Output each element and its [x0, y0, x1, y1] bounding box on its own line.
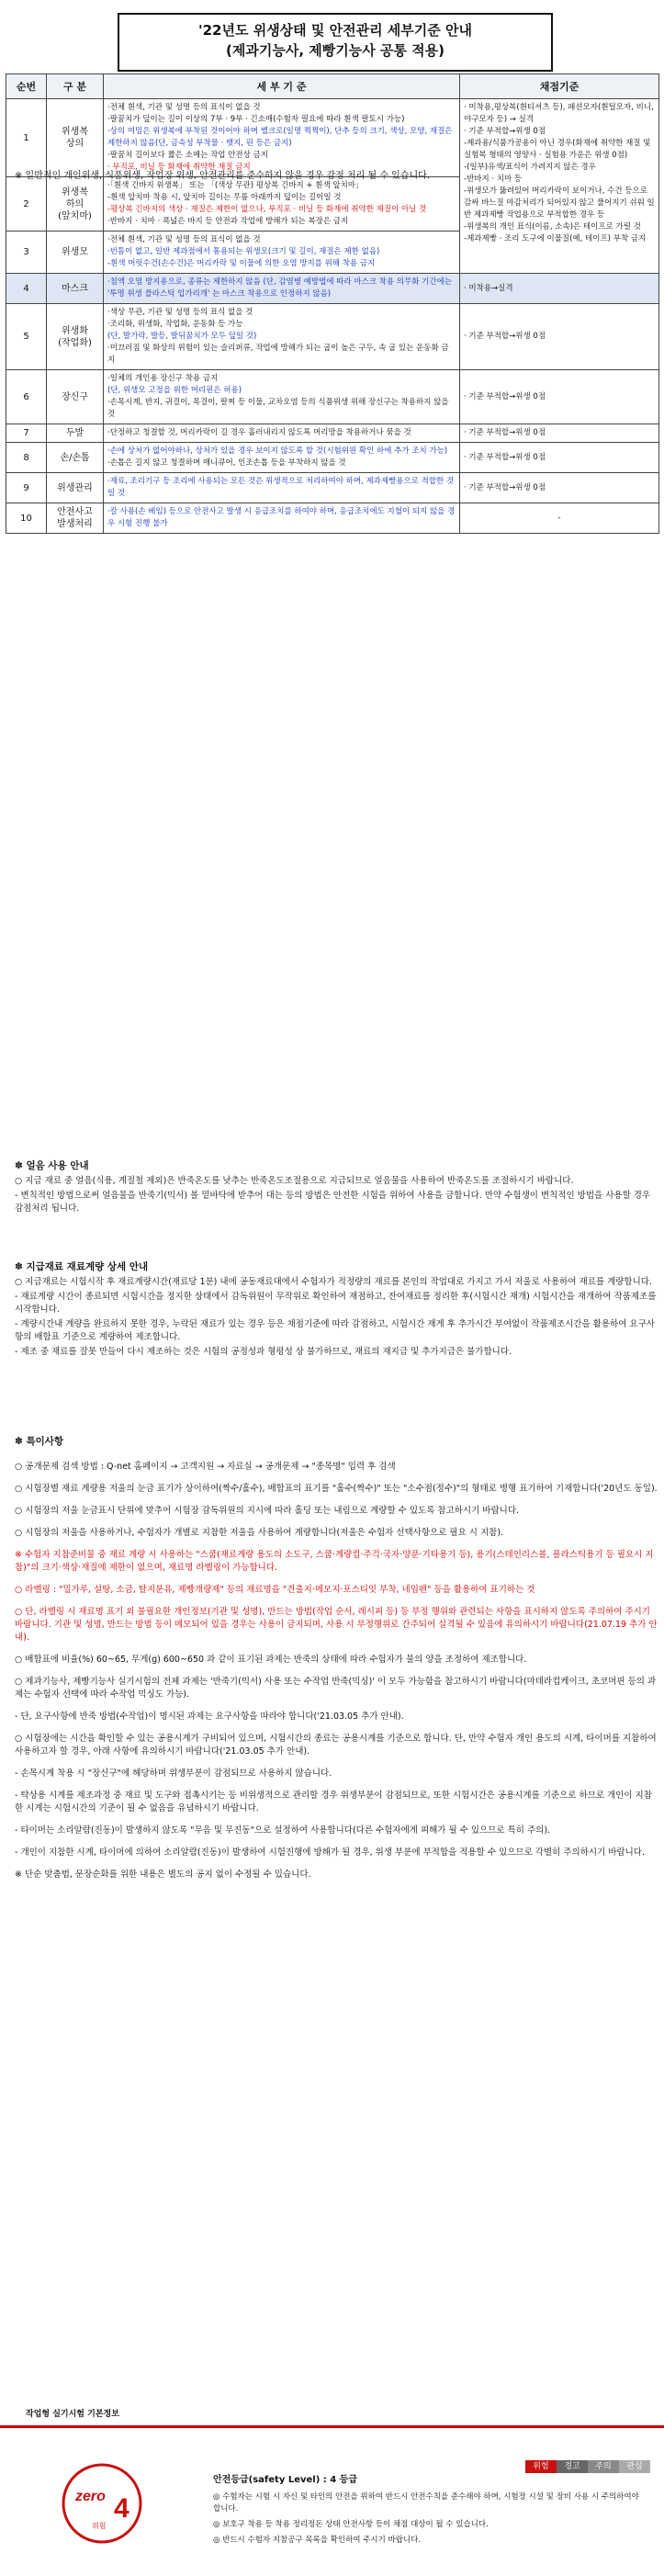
row-detail: [104, 424, 460, 443]
table-row: [6, 503, 659, 534]
detail-line: ·색상 무관, 기관 및 성명 등의 표식 없을 것: [107, 308, 253, 317]
row-number: 10: [6, 503, 47, 534]
row-number: 4: [6, 274, 47, 304]
detail-line: ·팔꿈치 길이보다 짧은 소매는 작업 안전상 금지: [107, 151, 268, 160]
special-heading-wrap: [15, 1435, 658, 1451]
row-number: 5: [6, 304, 47, 370]
detail-line: · 부직포, 비닐 등 화재에 취약한 재질 금지: [107, 163, 251, 172]
row-score: · 기준 부적합→위생 0점: [460, 473, 659, 503]
special-item: ○ 라벨링 : "밀가루, 설탕, 소금, 탈지분유, 제빵개량제" 등의 재료명을 "견출지·메모지·포스티잇 부착, 네임펜" 등을 활용하여 표기하는 것: [15, 1585, 535, 1595]
table-row: [6, 370, 659, 424]
row-category: 마스크: [47, 274, 104, 304]
special-item: - 손목시계 착용 시 "장신구"에 해당하며 위생부분이 감점되므로 사용하지 않습니다.: [15, 1768, 332, 1779]
header-detail: 세 부 기 준: [104, 74, 460, 99]
row-number: 1: [6, 99, 47, 177]
hygiene-standards-table: [6, 73, 659, 534]
row-category: 위생화 (작업화): [47, 304, 104, 370]
weighing-paragraph: - 제조 중 재료를 잘못 만들어 다시 제조하는 것은 시험의 공정성과 형평성 상 불가하므로, 재료의 재지급 및 추가지급은 불가합니다.: [15, 1347, 512, 1357]
row-detail: [104, 274, 460, 304]
footer-divider: [0, 2425, 664, 2428]
detail-line: (단, 발가락, 발등, 발뒤꿈치가 모두 덮일 것): [107, 332, 257, 341]
row-score: · 기준 부적합→위생 0점: [460, 304, 659, 370]
special-item: ○ 공개문제 검색 방법 : Q-net 홈페이지 → 고객지원 → 자료실 → 공개문제 → "종목명" 입력 후 검색: [15, 1462, 396, 1472]
detail-line: ·빈틈이 없고, 일반 제과점에서 통용되는 위생모(크기 및 길이, 재질은 제한 없음): [107, 247, 380, 256]
row-detail: [104, 177, 460, 232]
row-score: · 기준 부적합→위생 0점: [460, 424, 659, 443]
detail-line: ·일체의 개인용 장신구 착용 금지: [107, 374, 219, 383]
safety-bullet: ◎ 보호구 착용 등 착용 정리정돈 상태 안전사항 등이 채점 대상이 될 수 있습니다.: [213, 2520, 489, 2529]
header-num: 순번: [6, 74, 47, 99]
table-row: [6, 473, 659, 503]
ice-heading: ✽ 얼음 사용 안내: [15, 1160, 89, 1171]
row-score: · 미착용,평상복(흰티셔츠 등), 패션모자(흰털모자, 비니, 야구모자 등) → 실격 · 기준 부적합→위생 0점 -제과용/식품가공용이 아닌 경우(화재에 취약한 재질 및 실험복 형태의 영양사 · 실험용 가운은 위생 0점) -(일부)유색/표식이 가려지지 않은 경우 -반바지 · 치마 등 -위생모가 뚫려있어 머리카락이 보이거나, 수건 등으로 감싸 바느질 마감처리가 되어있지 않고 풀어지기 쉬워 일반 제과제빵 작업용으로 부적합한 경우 등 -위생복의 개인 표식(이름, 소속)은 테이프로 가릴 것 -제과제빵 · 조리 도구에 이물질(예, 테이프) 부착 금지: [460, 99, 659, 274]
row-number: 6: [6, 370, 47, 424]
detail-line: ·「흰색 긴바지 위생복」 또는 「(색상 무관) 평상복 긴바지 + 흰색 앞치마」: [107, 181, 364, 190]
page-subtitle: (제과기능사, 제빵기능사 공통 적용): [226, 42, 445, 59]
row-category: 위생관리: [47, 473, 104, 503]
safety-bullet: ◎ 반드시 수험자 지참공구 목록을 확인하여 주시기 바랍니다.: [213, 2536, 422, 2545]
level-caution: 주의: [588, 2460, 619, 2473]
special-item: ○ 배합표에 비율(%) 60~65, 무게(g) 600~650 과 같이 표기된 과제는 반죽의 상태에 따라 수험자가 물의 양을 조정하여 제조합니다.: [15, 1655, 527, 1665]
row-detail: [104, 232, 460, 274]
row-detail: [104, 473, 460, 503]
ice-paragraph: ○ 지급 재료 중 얼음(식용, 계절철 제외)은 반죽온도를 낮추는 반죽온도조절용으로 지급되므로 얼음물을 사용하여 반죽온도를 조절하시기 바랍니다.: [15, 1176, 574, 1186]
detail-line: ·칼 사용(손 베임) 등으로 안전사고 발생 시 응급조치를 하여야 하며, 응급조치에도 지혈이 되지 않을 경우 시험 진행 불가: [107, 507, 456, 528]
detail-line: -흰색 머릿수건(손수건)은 머리카락 및 이물에 의한 오염 방지를 위해 착용 금지: [107, 259, 376, 268]
level-interest: 관심: [619, 2460, 650, 2473]
safety-level: 안전등급(safety Level) : 4 등급: [213, 2475, 357, 2485]
svg-text:4: 4: [114, 2493, 129, 2524]
weighing-paragraph: - 계량시간내 계량을 완료하지 못한 경우, 누락된 재료가 있는 경우 등은 채점기준에 따라 감점하고, 시험시간 재게 후 추가시간 부여없이 작품제조시간을 활용하여 요구사항의 배합표 기준으로 계량하여 제조합니다.: [15, 1319, 655, 1342]
row-score: · 기준 부적합→위생 0점: [460, 370, 659, 424]
detail-line: ·재료, 조리기구 등 조리에 사용되는 모든 것은 위생적으로 처리하여야 하며, 제과제빵용으로 적합한 것일 것: [107, 477, 455, 498]
weighing-paragraph: - 재료계량 시간이 종료되면 시험시간을 정지한 상태에서 감독위원이 무작위로 확인하여 재점하고, 잔여재료를 정리한 후(시험시간 재개) 시험시간을 재개하여 작품제조를 시작합니다.: [15, 1292, 657, 1315]
footer-label: 작업형 실기시험 기본정보: [26, 2410, 119, 2419]
general-note: ※ 일반적인 개인위생, 식품위생, 작업장 위생, 안전관리를 준수하지 않을 경우 감점 처리 될 수 있습니다.: [15, 171, 430, 181]
svg-text:zero: zero: [75, 2489, 106, 2504]
table-row: [6, 304, 659, 370]
row-detail: [104, 503, 460, 534]
svg-text:위험: 위험: [92, 2522, 107, 2530]
detail-line: ·팔꿈치가 덮이는 길이 이상의 7부 · 9부 · 긴소매(수험자 필요에 따라 흰색 팔토시 가능): [107, 115, 405, 124]
level-warning: 경고: [557, 2460, 588, 2473]
special-item: - 단, 요구사항에 반죽 방법(수작업)이 명시된 과제는 요구사항을 따라야 합니다('21.03.05 추가 안내).: [15, 1712, 404, 1722]
special-item: ○ 시험장별 재료 계량용 저울의 눈금 표기가 상이하여(짝수/홀수), 배합표의 표기를 "홀수(짝수)" 또는 "소수점(정수)"의 형태로 병행 표기하여 기재합니다('20년도 동일).: [15, 1484, 658, 1494]
row-category: 손/손톱: [47, 443, 104, 473]
row-number: 2: [6, 177, 47, 232]
row-category: 위생복 상의: [47, 99, 104, 177]
row-detail: [104, 304, 460, 370]
zero4-logo: [61, 2462, 143, 2545]
row-category: 두발: [47, 424, 104, 443]
special-item: - 타이머는 소리알람(진동)이 발생하지 않도록 "무음 및 무진동"으로 설정하여 사용합니다(다른 수험자에게 피해가 될 수 있으므로 특히 주의).: [15, 1825, 551, 1836]
special-item: ○ 시험장의 저울 눈금표시 단위에 맞추어 시험장 감독위원의 지시에 따라 홀딩 또는 내림으로 계량할 수 있도록 참고하시기 바랍니다.: [15, 1506, 520, 1516]
table-row: [6, 424, 659, 443]
table-row: [6, 99, 659, 177]
special-item: ○ 단, 라벨링 시 재료명 표기 외 불필요한 개인정보(기관 및 성명), 만드는 방법(작업 순서, 레시피 등) 등 부정 행위와 관련되는 사항을 표시하지 않도록 주의하여 주시기 바랍니다. 기관 및 성명, 만드는 방법 등이 메모되어 있을 경우는 사용이 금지되며, 사용 시 부정행위로 간주되어 실격될 수 있음에 유의하시기 바랍니다(21.07.19 추가 안내).: [15, 1607, 658, 1643]
special-heading: ✽ 특이사항: [15, 1436, 64, 1447]
row-category: 위생복 하의 (앞치마): [47, 177, 104, 232]
row-category: 장신구: [47, 370, 104, 424]
row-category: 안전사고 발생처리: [47, 503, 104, 534]
detail-line: ·상의 여밈은 위생복에 부착된 것이어야 하며 벨크로(일명 찍찍이), 단추 등의 크기, 색상, 모양, 재질은 제한하지 않음(단, 금속성 부착물 · 뱃지, 핀 등은 금지): [107, 127, 453, 148]
detail-line: -평상복 긴바지의 색상 · 재질은 제한이 없으나, 부직포 · 비닐 등 화재에 취약한 재질이 아닐 것: [107, 205, 427, 214]
detail-line: ·단정하고 청결할 것, 머리카락이 길 경우 흘러내리지 않도록 머리망을 착용하거나 묶을 것: [107, 428, 411, 437]
row-number: 8: [6, 443, 47, 473]
detail-line: ·손에 상처가 없어야하나, 상처가 있을 경우 보이지 않도록 할 것(시험위원 확인 하에 추가 조치 가능): [107, 446, 448, 456]
detail-line: ·손톱은 길지 않고 청결하며 매니큐어, 인조손톱 등을 부착하지 않을 것: [107, 458, 346, 468]
row-score: -: [460, 503, 659, 534]
weighing-section: [15, 1260, 658, 1361]
detail-line: ·침액 오염 방지용으로, 종류는 제한하지 않음 (단, 감염병 예방법에 따라 마스크 착용 의무화 기간에는 '투명 위생 플라스틱 입가리개' 는 마스크 착용으로 인정하지 않음): [107, 277, 452, 299]
detail-line: ·미끄러짐 및 화상의 위험이 있는 슬리퍼류, 작업에 방해가 되는 굽이 높은 구두, 속 굽 있는 운동화 금지: [107, 344, 449, 365]
ice-section: [15, 1159, 658, 1217]
safety-bullet: ◎ 수험자는 시험 시 자신 및 타인의 안전을 위하여 반드시 안전수칙을 준수해야 하며, 시험장 시설 및 장비 사용 시 주의하여야 합니다.: [213, 2492, 639, 2514]
detail-line: ·전체 흰색, 기관 및 성명 등의 표식이 없을 것: [107, 103, 261, 112]
safety-level-scale: [525, 2460, 650, 2473]
page-title: '22년도 위생상태 및 안전관리 세부기준 안내: [198, 22, 472, 39]
special-item: ※ 수험자 지참준비물 중 재료 계량 시 사용하는 "스쿱(재료계량 용도의 소도구, 스쿱·계량컵·주걱·국자·양푼·기타용기 등), 용기(스테인리스볼, 플라스틱용기 등 필요시 지참)"의 크기·색상·재질에 제한이 없으며, 재료명 라벨링이 가능합니다.: [15, 1550, 654, 1573]
row-score: · 기준 부적합→위생 0점: [460, 443, 659, 473]
detail-line: ·손목시계, 반지, 귀걸이, 목걸이, 팔찌 등 이물, 교차오염 등의 식품위생 위해 장신구는 착용하지 않을 것: [107, 398, 449, 419]
level-danger: 위험: [525, 2460, 557, 2473]
row-category: 위생모: [47, 232, 104, 274]
weighing-heading: ✽ 지급재료 재료계량 상세 안내: [15, 1261, 149, 1272]
header-category: 구 분: [47, 74, 104, 99]
row-detail: [104, 443, 460, 473]
row-number: 3: [6, 232, 47, 274]
row-detail: [104, 370, 460, 424]
detail-line: ·조리화, 위생화, 작업화, 운동화 등 가능: [107, 320, 243, 329]
special-item: - 탁상용 시계를 제조과정 중 재료 및 도구와 접촉시키는 등 비위생적으로 관리할 경우 위생부분이 감점되므로, 또한 시험시간은 공용시계를 기준으로 하므로 개인이 지참한 시계는 시험시간의 기준이 될 수 없음을 유념하시기 바랍니다.: [15, 1791, 652, 1813]
detail-line: (단, 위생모 고정을 위한 머리핀은 허용): [107, 386, 242, 395]
special-item: ○ 시험장의 저울을 사용하거나, 수험자가 개별로 지참한 저울을 사용하여 계량합니다(저울은 수험자 선택사항으로 필요 시 지참).: [15, 1528, 504, 1538]
ice-paragraph: - 변칙적인 방법으로써 얼음물을 반죽기(믹서) 볼 밑바닥에 받추어 대는 등의 방법은 안전한 시험을 위하여 사용을 금합니다. 만약 수험생이 변칙적인 방법을 사용할 경우 감점처리 됩니다.: [15, 1191, 651, 1214]
row-number: 7: [6, 424, 47, 443]
row-detail: [104, 99, 460, 177]
header-score: 채점기준: [460, 74, 659, 99]
special-item: ○ 제과기능사, 제빵기능사 실기시험의 전체 과제는 '반죽기(믹서) 사용 또는 수작업 반죽(믹싱)' 이 모두 가능함을 참고하시기 바랍니다(마데라컵케이크, 초코머핀 등의 과제는 수험자 선택에 따라 수작업 믹싱도 가능).: [15, 1677, 657, 1700]
detail-line: -흰색 앞치마 착용 시, 앞치마 길이는 무릎 아래까지 덮이는 길이일 것: [107, 193, 342, 202]
row-score: · 미착용→실격: [460, 274, 659, 304]
detail-line: ·전체 흰색, 기관 및 성명 등의 표식이 없을 것: [107, 235, 261, 244]
special-item: - 개인이 지참한 시계, 타이머에 의하여 소리알람(진동)이 발생하여 시험진행에 방해가 될 경우, 위생 부분에 부적합을 적용할 수 있으므로 각별히 주의하시기 바랍니다.: [15, 1847, 645, 1858]
special-item: ※ 단순 맞춤법, 문장순화를 위한 내용은 별도의 공지 없이 수정될 수 있습니다.: [15, 1870, 311, 1880]
detail-line: ·반바지 · 치마 · 폭넓은 바지 등 안전과 작업에 방해가 되는 복장은 금지: [107, 217, 349, 226]
special-item: ○ 시험장에는 시간을 확인할 수 있는 공용시계가 구비되어 있으며, 시험시간의 종료는 공용시계를 기준으로 합니다. 단, 만약 수험자 개인 용도의 시계, 타이머를 지참하여 사용하고자 할 경우, 아래 사항에 유의하시기 바랍니다('21.03.05 추가 안내).: [15, 1734, 657, 1757]
safety-bullets: [213, 2491, 645, 2550]
row-number: 9: [6, 473, 47, 503]
table-row: [6, 274, 659, 304]
weighing-paragraph: ○ 지급재료는 시험시작 후 재료계량시간(재료당 1분) 내에 공동재료대에서 수험자가 적정량의 재료를 본인의 작업대로 가지고 가서 저울로 사용하여 재료를 계량합니다.: [15, 1277, 652, 1287]
title-box: [118, 13, 553, 72]
table-row: [6, 443, 659, 473]
